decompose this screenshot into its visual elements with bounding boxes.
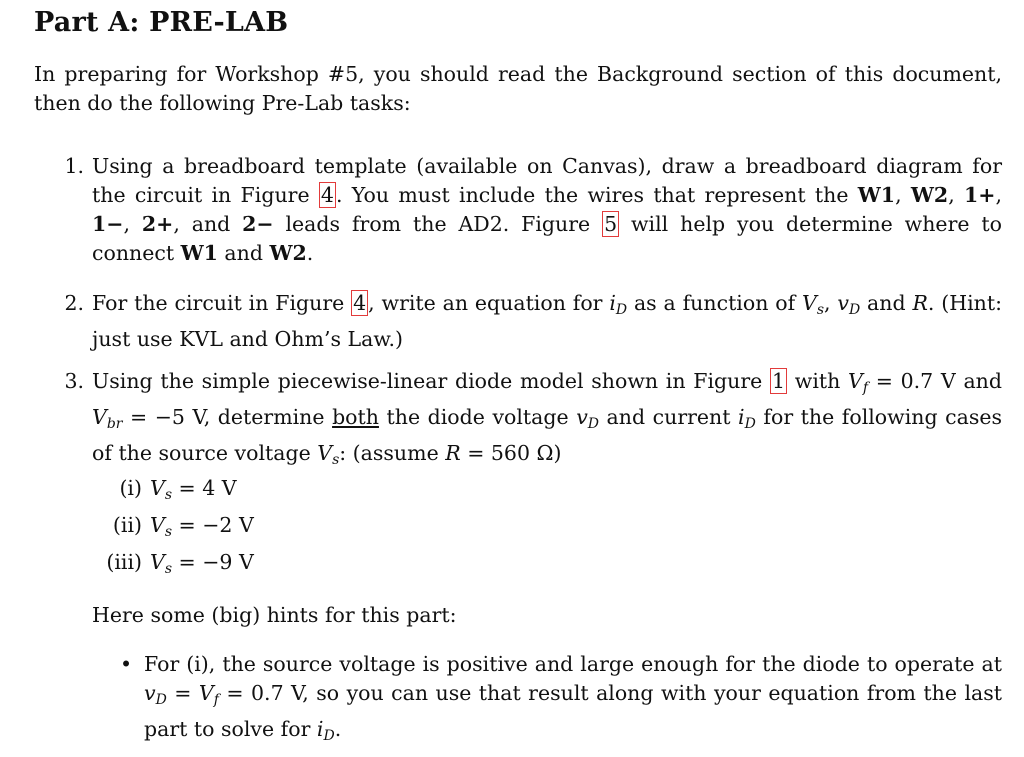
- item-number: 1.: [64, 154, 84, 178]
- figure-ref-link[interactable]: 1: [772, 369, 786, 393]
- section-heading: Part A: PRE-LAB: [34, 7, 289, 38]
- case-item: (ii) $V_s = -2$ V: [112, 513, 254, 540]
- intro-paragraph: In preparing for Workshop #5, you should read the Background section of this document, then do the following Pre-Lab tasks:: [34, 62, 1002, 115]
- bullet-marker: •: [120, 652, 133, 676]
- figure-ref-link[interactable]: 4: [353, 291, 367, 315]
- figure-ref-link[interactable]: 4: [320, 183, 334, 207]
- case-item: (iii) $V_s = -9$ V: [106, 550, 254, 577]
- hints-intro: Here some (big) hints for this part:: [92, 603, 457, 627]
- item-number: 3.: [64, 369, 84, 393]
- figure-ref-link[interactable]: 5: [604, 212, 618, 236]
- case-item: (i) $V_s = 4$ V: [119, 476, 237, 503]
- hint-bullet: • For (i), the source voltage is positive and large enough for the diode to operate at $v_D = V_f = 0.7$ V, so you can use that result along with your equation from the last part to solve for $i_D$.: [120, 652, 1002, 744]
- task-item-1: 1. Using a breadboard template (available on Canvas), draw a breadboard diagram for the circuit in Figure 4. You must include the wires that represent the W1, W2, 1+, 1−, 2+, and 2− leads from the AD2. Figure 5 will help you determine where to connect W1 and W2.: [92, 152, 1002, 268]
- item-number: 2.: [64, 291, 84, 315]
- task-item-2: 2. For the circuit in Figure 4, write an equation for $i_D$ as a function of $V_s$, $v_D$ and R. (Hint: just use KVL and Ohm’s Law.): [92, 289, 1002, 354]
- task-item-3: 3. Using the simple piecewise-linear diode model shown in Figure 1 with $V_f = 0.7$ V and $V_{br} = -5$ V, determine both the diode voltage $v_D$ and current $i_D$ for the following cases of the source voltage $V_s$: (assume R = 560 Ω): [92, 367, 1002, 475]
